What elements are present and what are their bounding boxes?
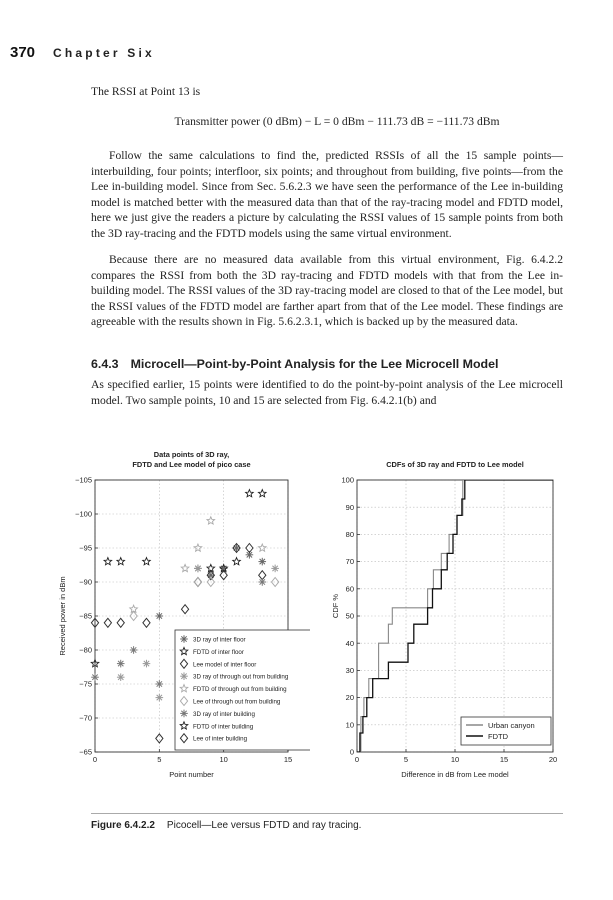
running-head	[10, 44, 155, 62]
y-tick-label: 100	[341, 475, 354, 485]
diamond-marker	[143, 618, 150, 627]
data-point	[194, 565, 202, 573]
legend-label: 3D ray of through out from building	[193, 673, 289, 681]
data-point	[271, 565, 279, 573]
data-point	[104, 618, 111, 627]
diamond-marker	[117, 618, 124, 627]
data-point	[246, 490, 254, 497]
star-marker	[246, 490, 254, 497]
data-point	[143, 558, 151, 565]
legend-label: Lee of through out from building	[193, 698, 281, 706]
y-tick-label: 30	[345, 666, 354, 675]
legend-label: FDTD of inter building	[193, 723, 254, 731]
data-point	[181, 564, 189, 571]
data-point	[233, 558, 241, 565]
y-tick-label: 20	[345, 693, 354, 703]
cdf-chart	[325, 448, 565, 808]
legend-marker	[180, 672, 188, 680]
legend-label: 3D ray of inter floor	[193, 636, 246, 644]
figure-label: Figure 6.4.2.2	[91, 820, 155, 831]
legend-marker	[180, 635, 188, 643]
legend-label: Lee of inter building	[193, 735, 248, 743]
section-title: Microcell—Point-by-Point Analysis for the Lee Microcell Model	[130, 357, 499, 371]
chart-title-line: Data points of 3D ray,	[153, 450, 230, 459]
chart-title-line: FDTD and Lee model of pico case	[132, 460, 251, 469]
data-point	[117, 618, 124, 627]
diamond-marker	[104, 618, 111, 627]
y-tick-label: 90	[345, 502, 354, 512]
star-marker	[181, 564, 189, 571]
data-point	[104, 558, 112, 565]
x-tick-label: 10	[219, 755, 228, 764]
data-point	[117, 673, 125, 681]
diamond-marker	[181, 605, 188, 614]
legend-label: FDTD of through out from building	[193, 686, 287, 694]
y-tick-label: 50	[345, 611, 354, 621]
data-point	[258, 544, 266, 551]
star-marker	[117, 558, 125, 565]
x-tick-label: 15	[499, 755, 509, 764]
data-point	[130, 646, 138, 654]
x-tick-label: 0	[92, 755, 98, 764]
data-point	[258, 578, 266, 586]
data-point	[181, 605, 188, 614]
data-point	[156, 694, 164, 702]
y-tick-label: −70	[79, 713, 92, 723]
x-axis-label: Point number	[169, 770, 214, 779]
y-tick-label: 60	[345, 584, 354, 594]
scatter-chart	[55, 448, 310, 808]
data-point	[258, 490, 266, 497]
legend-marker	[180, 710, 188, 718]
chapter-title: Chapter Six	[53, 46, 155, 60]
data-point	[156, 734, 163, 743]
data-point	[143, 618, 150, 627]
y-tick-label: 10	[345, 720, 354, 730]
star-marker	[207, 517, 215, 524]
section-heading	[91, 357, 498, 371]
data-point	[258, 558, 266, 566]
star-marker	[258, 544, 266, 551]
x-axis-label: Difference in dB from Lee model	[401, 770, 509, 779]
x-tick-label: 5	[157, 755, 162, 764]
y-tick-label: −65	[79, 747, 92, 757]
legend-label: Urban canyon	[488, 721, 535, 730]
intro-line: The RSSI at Point 13 is	[91, 85, 201, 98]
data-point	[117, 558, 125, 565]
equation: Transmitter power (0 dBm) − L = 0 dBm − 111.73 dB = −111.73 dBm	[174, 115, 500, 128]
y-tick-label: −105	[75, 475, 92, 485]
legend-label: FDTD	[488, 732, 508, 741]
data-point	[233, 544, 241, 552]
y-tick-label: −75	[79, 679, 92, 689]
y-tick-label: 80	[345, 530, 354, 539]
data-point	[207, 517, 215, 524]
star-marker	[233, 558, 241, 565]
data-point	[117, 660, 125, 668]
y-axis-label: Received power in dBm	[58, 576, 67, 656]
page-number: 370	[10, 44, 36, 61]
y-tick-label: −85	[79, 611, 92, 621]
legend-label: 3D ray of inter building	[193, 710, 255, 718]
star-marker	[194, 544, 202, 551]
equation-block	[91, 114, 563, 130]
y-tick-label: 70	[345, 557, 354, 567]
intro-block	[91, 84, 563, 100]
y-tick-label: −100	[75, 509, 92, 519]
section-number: 6.4.3	[91, 357, 119, 371]
star-marker	[104, 558, 112, 565]
y-tick-label: 40	[345, 638, 354, 648]
legend-label: Lee model of inter floor	[193, 661, 257, 669]
star-marker	[143, 558, 151, 565]
data-point	[156, 680, 164, 688]
x-tick-label: 5	[403, 755, 409, 764]
figure-caption-text: Picocell—Lee versus FDTD and ray tracing.	[166, 820, 362, 831]
y-tick-label: −80	[79, 645, 92, 655]
star-marker	[258, 490, 266, 497]
data-point	[194, 544, 202, 551]
diamond-marker	[156, 734, 163, 743]
data-point	[143, 660, 151, 668]
paragraph-2: Because there are no measured data available from this virtual environment, Fig. 6.4.2.2 compares the RSSI from both the 3D ray-tracing and FDTD models with that from the Lee in-building model. The RSSI values of the 3D ray-tracing model are closed to that of the Lee model, but the RSSI values of the FDTD model are farther apart from that of the Lee model. These findings are agreeable with the results shown in Fig. 5.6.2.3.1, which is backed up by the measured data.	[91, 253, 563, 329]
x-tick-label: 10	[450, 755, 460, 764]
paragraph-3: As specified earlier, 15 points were identified to do the point-by-point analysis of the Lee microcell model. Two sample points, 10 and 15 are selected from Fig. 6.4.2.1(b) and	[91, 378, 563, 407]
y-tick-label: −95	[79, 543, 92, 553]
x-tick-label: 0	[354, 755, 360, 764]
y-tick-label: 0	[349, 747, 354, 757]
y-axis-label: CDF %	[331, 593, 340, 619]
x-tick-label: 15	[283, 755, 293, 764]
figure-rule	[91, 813, 563, 814]
figure-caption	[91, 820, 361, 831]
x-tick-label: 20	[548, 755, 558, 764]
paragraph-1: Follow the same calculations to find the, predicted RSSIs of all the 15 sample points—interbuilding, four points; interfloor, six points; and throughout from building, five points—from the Lee in-building model. Since from Sec. 5.6.2.3 we have seen the performance of the Lee in-building model is matched better with the measured data than that of the ray-tracing model and FDTD model, here we just give the readers a picture by calculating the RSSI values of 15 sample points from both the 3D ray-tracing and the FDTD models using the same virtual environment.	[91, 149, 563, 240]
chart-title: CDFs of 3D ray and FDTD to Lee model	[386, 460, 524, 469]
legend-label: FDTD of inter floor	[193, 648, 244, 656]
data-point	[91, 673, 99, 681]
y-tick-label: −90	[79, 577, 92, 587]
data-point	[156, 612, 164, 620]
